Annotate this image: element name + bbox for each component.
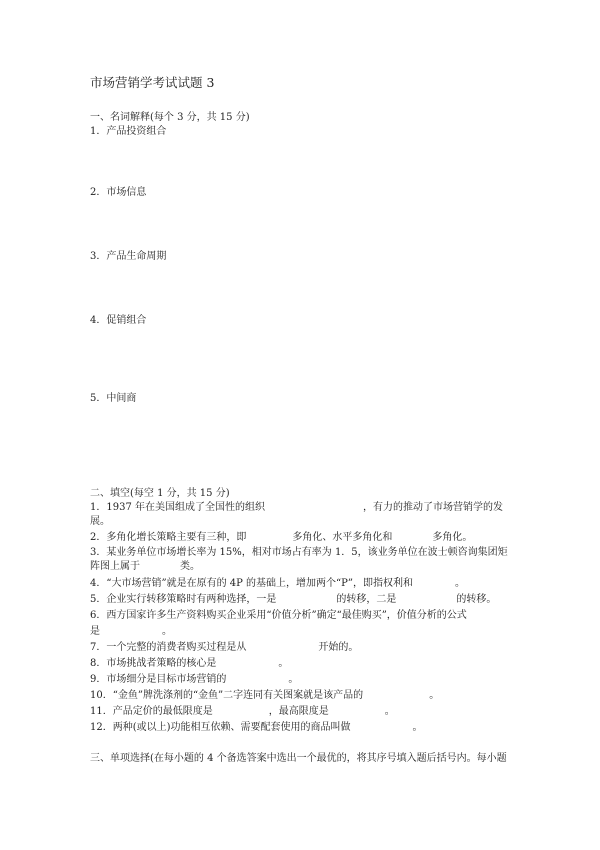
term-item-4: 4．促销组合: [90, 315, 147, 326]
section2-heading: 二、填空(每空 1 分，共 15 分): [90, 488, 230, 499]
fill-question-7: [90, 641, 358, 654]
fill-question-3-cont: [90, 560, 200, 573]
fill-question-3: 3．某业务单位市场增长率为 15%，相对市场占有率为 1．5，该业务单位在波士顿咨询集团矩: [90, 547, 508, 558]
term-item-1: 1．产品投资组合: [90, 126, 167, 137]
section3-heading: 三、单项选择(在每小题的 4 个备选答案中选出一个最优的，将其序号填入题后括号内。每小题: [90, 753, 507, 764]
fill-question-9: [90, 673, 298, 686]
fill-text: 10．“金鱼”牌洗涤剂的“金鱼”二字连同有关图案就是该产品的: [90, 690, 364, 701]
fill-text: 多角化。: [432, 532, 473, 543]
fill-text: 7．一个完整的消费者购买过程是从: [90, 642, 247, 653]
fill-text: 的转移，二是: [336, 594, 397, 605]
fill-question-1: [90, 501, 503, 514]
fill-question-6: 6．西方国家许多生产资料购买企业采用“价值分析”确定“最佳购买”，价值分析的公式: [90, 610, 467, 621]
fill-question-6-cont: [90, 625, 172, 638]
fill-question-4: [90, 577, 465, 590]
fill-text: 类。: [180, 561, 200, 572]
fill-text: 多角化、水平多角化和: [292, 532, 393, 543]
fill-text: 9．市场细分是目标市场营销的: [90, 674, 227, 685]
fill-text: 12．两种(或以上)功能相互依赖、需要配套使用的商品叫做: [90, 722, 351, 733]
term-item-3: 3．产品生命周期: [90, 251, 167, 262]
fill-text: 11．产品定价的最低限度是: [90, 706, 213, 717]
term-item-5: 5．中间商: [90, 393, 137, 404]
fill-text: 4．“大市场营销”就是在原有的 4P 的基础上，增加两个“P”，即指权利和: [90, 578, 413, 589]
fill-text: 。: [162, 626, 172, 637]
fill-text: 5．企业实行转移策略时有两种选择，一是: [90, 594, 277, 605]
fill-text: 。: [384, 706, 395, 717]
section1-heading: 一、名词解释(每个 3 分，共 15 分): [90, 112, 250, 123]
page-title: 市场营销学考试试题 3: [90, 75, 215, 90]
fill-text: 8．市场挑战者策略的核心是: [90, 658, 217, 669]
fill-text: 。: [412, 722, 423, 733]
fill-text: 是: [90, 626, 100, 637]
fill-text: ，最高限度是: [268, 706, 329, 717]
term-item-2: 2．市场信息: [90, 187, 147, 198]
fill-text: 1．1937 年在美国组成了全国性的组织: [90, 502, 265, 513]
fill-question-11: [90, 705, 395, 718]
fill-text: 开始的。: [318, 642, 359, 653]
fill-text: ，有力的推动了市场营销学的发: [363, 502, 503, 513]
fill-question-2: [90, 531, 472, 544]
fill-question-12: [90, 721, 423, 734]
fill-question-1-cont: 展。: [90, 516, 110, 527]
fill-question-10: [90, 689, 439, 702]
fill-text: 。: [288, 674, 299, 685]
fill-text: 。: [429, 690, 440, 701]
fill-question-5: [90, 593, 496, 606]
fill-text: 。: [278, 658, 289, 669]
fill-question-8: [90, 657, 288, 670]
fill-text: 阵图上属于: [90, 561, 140, 572]
fill-text: 。: [455, 578, 465, 589]
fill-text: 的转移。: [456, 594, 497, 605]
fill-text: 2．多角化增长策略主要有三种，即: [90, 532, 247, 543]
